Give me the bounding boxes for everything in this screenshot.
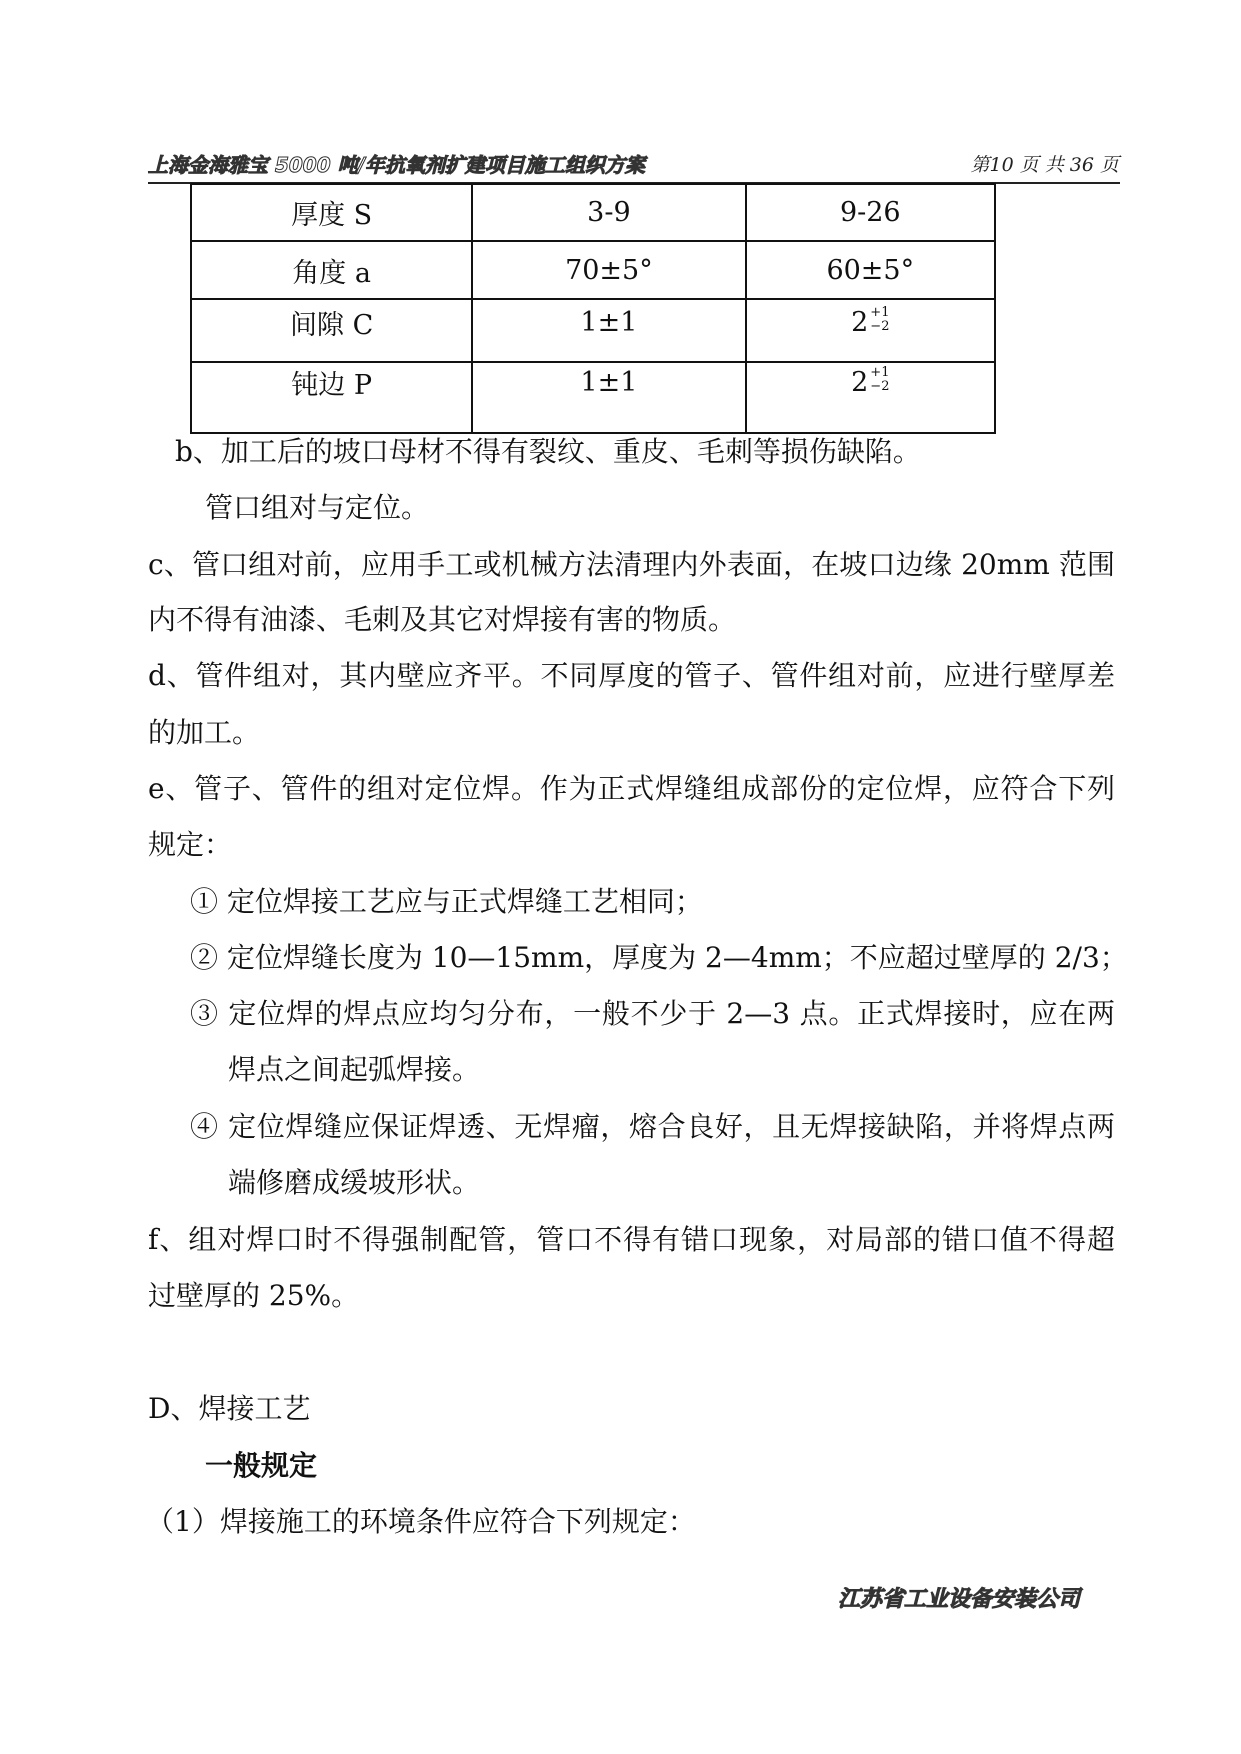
tolerance-limits — [870, 366, 889, 394]
rule-1-environment: （1）焊接施工的环境条件应符合下列规定： — [146, 1505, 696, 1538]
subheading-general-rules: 一般规定 — [205, 1449, 318, 1482]
rule-item-2: ② 定位焊缝长度为 10—15mm，厚度为 2—4mm；不应超过壁厚的 2/3； — [190, 941, 1128, 974]
table-cell: 3-9 — [472, 184, 745, 241]
tolerance-base: 2 — [851, 367, 869, 398]
paragraph-item-d-line: 的加工。 — [148, 716, 261, 749]
tolerance-limits — [870, 306, 889, 334]
table-cell: 间隙 C — [191, 299, 472, 362]
paragraph-item-e-line: e、管子、管件的组对定位焊。作为正式焊缝组成部份的定位焊，应符合下列 — [148, 772, 1115, 805]
paragraph-item-c-line: c、管口组对前，应用手工或机械方法清理内外表面，在坡口边缘 20mm 范围 — [148, 548, 1115, 581]
paragraph-item-d-line: d、管件组对，其内壁应齐平。不同厚度的管子、管件组对前，应进行壁厚差 — [148, 659, 1115, 692]
table-cell: 1±1 — [472, 362, 745, 433]
tolerance-upper: +1 — [870, 304, 890, 320]
section-heading-welding: D、焊接工艺 — [148, 1392, 311, 1425]
table-cell-tolerance — [746, 299, 995, 362]
table-cell: 钝边 P — [191, 362, 472, 433]
rule-item-4: ④ 定位焊缝应保证焊透、无焊瘤，熔合良好，且无焊接缺陷，并将焊点两 — [190, 1110, 1115, 1143]
tolerance-lower: −2 — [870, 378, 890, 394]
tolerance-lower: −2 — [870, 318, 890, 334]
table-row — [191, 241, 995, 299]
paragraph-item-f-line: f、组对焊口时不得强制配管，管口不得有错口现象，对局部的错口值不得超 — [148, 1223, 1115, 1256]
header-page-info: 第10 页 共 36 页 — [970, 154, 1119, 176]
table-cell: 角度 a — [191, 241, 472, 299]
rule-item-3: ③ 定位焊的焊点应均匀分布，一般不少于 2—3 点。正式焊接时，应在两 — [190, 997, 1115, 1030]
table-row — [191, 184, 995, 241]
rule-item-1: ① 定位焊接工艺应与正式焊缝工艺相同； — [190, 885, 703, 918]
table-cell: 60±5° — [746, 241, 995, 299]
table-cell: 厚度 S — [191, 184, 472, 241]
tolerance-base: 2 — [851, 307, 869, 338]
paragraph-item-f-line: 过壁厚的 25%。 — [148, 1279, 360, 1312]
paragraph-item-e-line: 规定： — [148, 828, 233, 861]
footer-company-name: 江苏省工业设备安装公司 — [838, 1587, 1081, 1612]
rule-item-3-continued: 焊点之间起弧焊接。 — [228, 1053, 481, 1086]
paragraph-item-b: b、加工后的坡口母材不得有裂纹、重皮、毛刺等损伤缺陷。 — [175, 435, 921, 468]
tolerance-upper: +1 — [870, 364, 890, 380]
table-row — [191, 362, 995, 433]
tolerance-value — [851, 364, 890, 398]
bevel-spec-table — [190, 183, 996, 434]
header-project-title: 上海金海雅宝 5000 吨/年抗氧剂扩建项目施工组织方案 — [148, 153, 645, 177]
rule-item-4-continued: 端修磨成缓坡形状。 — [228, 1166, 481, 1199]
tolerance-value — [851, 304, 890, 338]
table-cell: 9-26 — [746, 184, 995, 241]
table-row — [191, 299, 995, 362]
paragraph-item-c-line: 内不得有油漆、毛刺及其它对焊接有害的物质。 — [148, 603, 737, 636]
table-cell: 1±1 — [472, 299, 745, 362]
table-cell: 70±5° — [472, 241, 745, 299]
table-cell-tolerance — [746, 362, 995, 433]
subheading-alignment: 管口组对与定位。 — [205, 491, 430, 524]
